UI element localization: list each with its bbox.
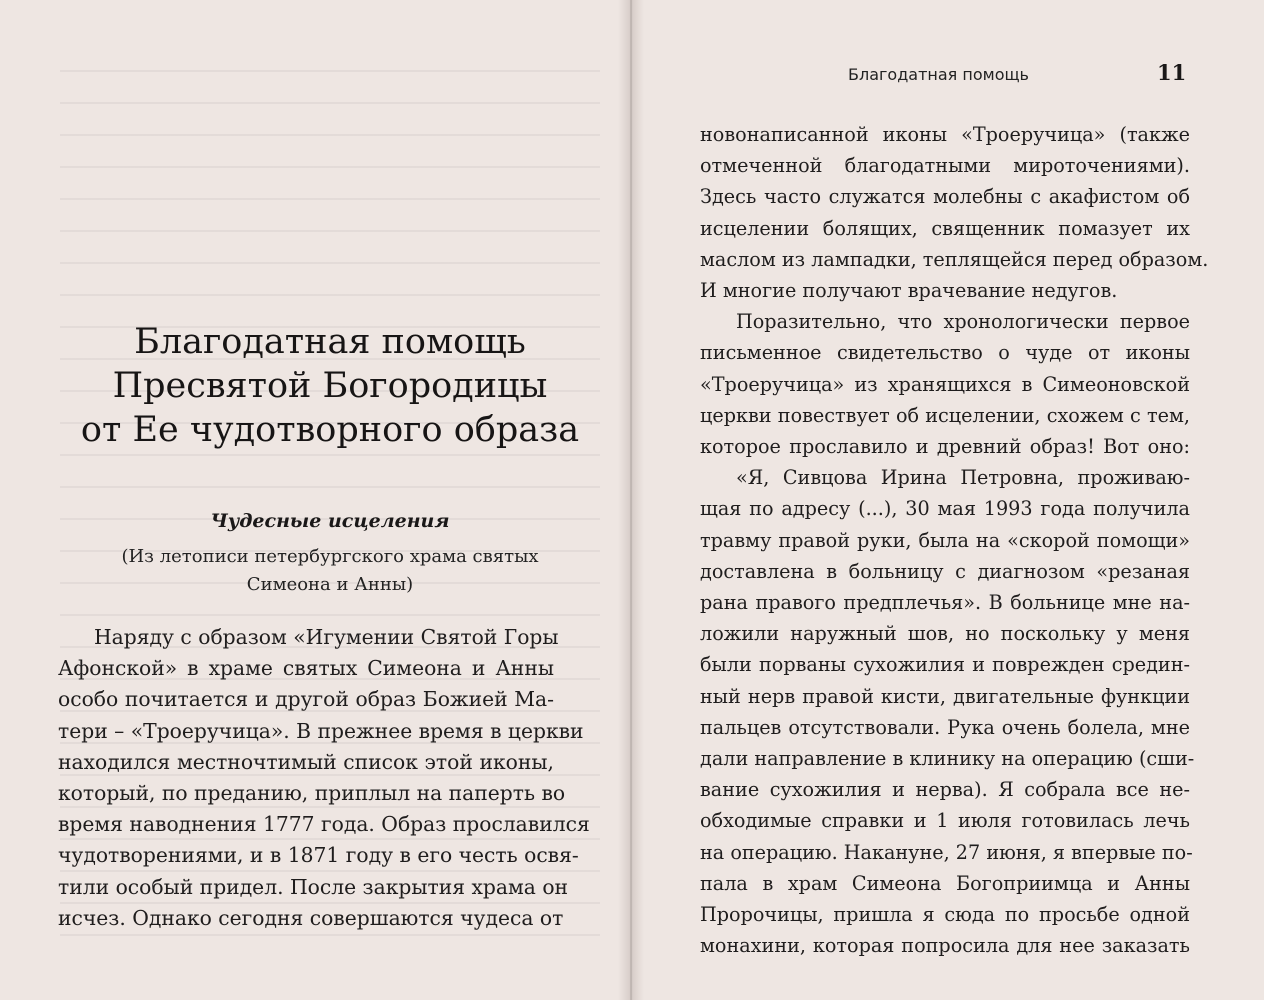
text-line: особо почитается и другой образ Божией Ма- — [58, 687, 554, 712]
text-line: чудотворениями, и в 1871 году в его честь освя- — [58, 843, 579, 868]
text-line: маслом из лампадки, теплящейся перед образом. — [700, 247, 1209, 271]
left-body-text — [58, 622, 590, 934]
running-head: Благодатная помощь — [848, 65, 1029, 84]
text-line: монахини, которая попросила для нее заказать — [700, 934, 1190, 958]
text-line: И многие получают врачевание недугов. — [700, 279, 1118, 303]
text-line: рана правого предплечья». В больнице мне на- — [700, 591, 1190, 615]
text-line: были порваны сухожилия и поврежден средин- — [700, 653, 1190, 677]
chapter-title — [50, 320, 610, 452]
text-line: который, по преданию, приплыл на паперть во — [58, 781, 566, 806]
chapter-title-line: Благодатная помощь — [134, 322, 526, 362]
text-line: доставлена в больницу с диагнозом «резаная — [700, 559, 1190, 583]
text-line: травму правой руки, была на «скорой помощи» — [700, 528, 1190, 552]
text-line: время наводнения 1777 года. Образ прославился — [58, 812, 590, 837]
source-note-line: (Из летописи петербургского храма святых — [121, 546, 539, 567]
text-line: тери – «Троеручица». В прежнее время в церкви — [58, 718, 584, 743]
text-line: находился местночтимый список этой иконы, — [58, 749, 554, 774]
book-gutter — [618, 0, 644, 1000]
text-line: церкви повествует об исцелении, схожем с тем, — [700, 403, 1190, 427]
text-line: тили особый придел. После закрытия храма он — [58, 874, 569, 899]
text-line: щая по адресу (...), 30 мая 1993 года получила — [700, 497, 1190, 521]
text-line: ложили наружный шов, но поскольку у меня — [700, 622, 1190, 646]
text-line: обходимые справки и 1 июля готовилась лечь — [700, 809, 1190, 833]
section-subheading: Чудесные исцеления — [210, 510, 450, 532]
text-line: на операцию. Накануне, 27 июня, я впервые по- — [700, 840, 1193, 864]
source-note-line: Симеона и Анны) — [246, 574, 414, 595]
text-line: Пророчицы, пришла я сюда по просьбе одной — [700, 903, 1190, 927]
source-note — [90, 543, 570, 599]
text-line: ный нерв правой кисти, двигательные функции — [700, 684, 1190, 708]
text-line: исцелении болящих, священник помазует их — [700, 216, 1190, 240]
text-line: Здесь часто служатся молебны с акафистом об — [700, 185, 1190, 209]
right-body-text — [700, 119, 1209, 961]
text-line: письменное свидетельство о чуде от иконы — [700, 341, 1190, 365]
text-line: пальцев отсутствовали. Рука очень болела, мне — [700, 715, 1190, 739]
text-line: «Троеручица» из хранящихся в Симеоновской — [700, 372, 1190, 396]
text-line: новонаписанной иконы «Троеручица» (также — [700, 123, 1190, 146]
left-page — [0, 0, 630, 1000]
text-line: вание сухожилия и нерва). Я собрала все не- — [700, 778, 1190, 802]
text-line: дали направление в клинику на операцию (сши- — [700, 747, 1195, 771]
chapter-title-line: Пресвятой Богородицы — [112, 366, 548, 406]
chapter-title-line: от Ее чудотворного образа — [80, 410, 580, 450]
text-line: Наряду с образом «Игумении Святой Горы — [94, 625, 559, 649]
text-line: Поразительно, что хронологически первое — [736, 310, 1190, 334]
text-line: отмеченной благодатными мироточениями). — [700, 154, 1190, 178]
text-line: Афонской» в храме святых Симеона и Анны — [58, 656, 554, 681]
text-line: «Я, Сивцова Ирина Петровна, проживаю- — [736, 466, 1190, 490]
text-line: исчез. Однако сегодня совершаются чудеса от — [58, 905, 564, 930]
text-line: пала в храм Симеона Богоприимца и Анны — [700, 871, 1190, 895]
text-line: которое прославило и древний образ! Вот оно: — [700, 435, 1190, 459]
page-number: 11 — [1157, 60, 1187, 85]
